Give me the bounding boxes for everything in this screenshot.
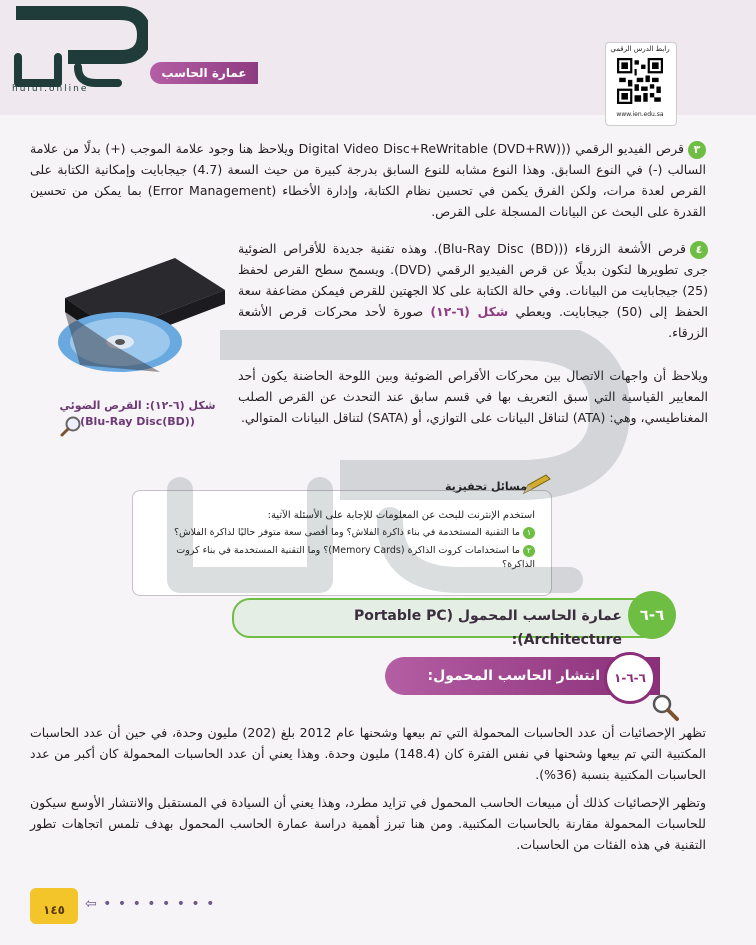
- body-paragraph: وتظهر الإحصائيات كذلك أن مبيعات الحاسب المحمول في تزايد مطرد، وهذا يعني أن السيادة في المستقبل والانتشار الأوسع سيكون للحاسبات المحمولة مقارنة بالحاسبات المكتبية. ومن هنا تبرز أهمية دراسة عمارة الحاسب المحمول بهدف تلمس اتجاهات تطور التقنية في هذه الفئات من الحاسبات.: [30, 795, 706, 852]
- item-4-text-b: صورة لأحد محركات قرص الأشعة الزرقاء.: [238, 304, 708, 340]
- question-text: ما التقنية المستخدمة في بناء ذاكرة الفلاش؟ وما أقصى سعة متوفر حاليًا لذاكرة الفلاش؟: [173, 527, 520, 538]
- question-text: ما استخدامات كروت الذاكرة (Memory Cards)؟ وما التقنية المستخدمة في بناء كروت الذاكرة؟: [176, 545, 535, 570]
- item-3-paragraph: [30, 138, 706, 222]
- figure-caption-subtitle: (Blu-Ray Disc(BD)): [80, 415, 195, 428]
- item-3-text: قرص الفيديو الرقمي ((Digital Video Disc+ReWritable (DVD+RW) ويلاحظ هنا وجود علامة الموجب (+) بدلًا من علامة السالب (-) في النوع السابق. وهذا النوع مشابه للنوع السابق بدرجة كبيرة من حيث السعة (4.7) جيجابايت وإمكانية الكتابة على القرص لعدة مرات، ولكن الفرق يكمن في تحسين نظام الكتابة، وإدارة الأخطاء (Error Management) بما يمكن من تحسين القدرة على البحث عن البيانات المسجلة على القرص.: [30, 141, 707, 219]
- watermark-logo: [140, 330, 660, 640]
- figure-caption-title: شكل (٦-١٢): القرص الضوئي: [59, 399, 216, 412]
- item-4-text-a: قرص الأشعة الزرقاء ((Blu-Ray Disc (BD)). وهذه تقنية جديدة للأقراص الضوئية جرى تطويرها لتكون بديلًا عن قرص الفيديو الرقمي (DVD). ويسمح سطح القرص لحفظ (25) جيجابايت من البيانات. وفي حالة الكتابة على كلا الجهتين للقرص فيمكن مضاعفة سعة الحفظ إلى (50) جيجابايت. ويعطي: [238, 241, 709, 319]
- item-4-paragraph: [238, 238, 708, 343]
- subsection-number: ٦-٦-١: [604, 652, 656, 704]
- qr-url: www.ien.edu.sa: [616, 111, 664, 118]
- item-4-number: ٤: [690, 241, 708, 259]
- magnifier-icon[interactable]: [60, 415, 82, 437]
- section-number: ٦-٦: [628, 591, 676, 639]
- magnifier-icon: [650, 692, 680, 722]
- chapter-tab: عمارة الحاسب: [150, 62, 258, 84]
- figure-reference-link[interactable]: شكل (٦-١٢): [430, 304, 509, 319]
- page-number-badge: ١٤٥: [30, 888, 78, 924]
- body-paragraph: تظهر الإحصائيات أن عدد الحاسبات المحمولة التي تم بيعها وشحنها عام 2012 بلغ (202) مليون وحدة، في حين أن عدد الحاسبات المكتبية التي تم بيعها وشحنها في نفس الفترة كان (148.4) مليون وحدة. وهذا يعني أن عدد الحاسبات المحمولة كان أكبر من عدد الحاسبات المكتبية بنسبة (36%).: [30, 725, 707, 782]
- questions-intro: استخدم الإنترنت للبحث عن المعلومات للإجابة على الأسئلة الآتية:: [267, 510, 535, 521]
- question-number: ١: [523, 527, 535, 539]
- question-number: ٢: [523, 545, 535, 557]
- subsection-title: انتشار الحاسب المحمول:: [427, 668, 600, 684]
- item-3-number: ٣: [688, 141, 706, 159]
- interface-text: ويلاحظ أن واجهات الاتصال بين محركات الأقراص الضوئية وبين اللوحة الحاضنة يكون أحد المعايير القياسية التي سبق التعريف بها في قسم سابق عند التحدث عن القرص الصلب المغناطيسي، وهي: (ATA) لتناقل البيانات على التوازي، أو (SATA) لتناقل البيانات المتوالي.: [238, 368, 708, 425]
- section-title: عمارة الحاسب المحمول (Portable PC Architecture):: [353, 608, 622, 648]
- qr-label: رابط الدرس الرقمي: [610, 45, 670, 53]
- questions-title: مسائل تحفيزية: [445, 480, 528, 493]
- logo-url: hulul.online: [12, 84, 89, 94]
- page-arrow-icon: ⇦ • • • • • • • •: [85, 896, 216, 912]
- qr-code-icon[interactable]: [617, 58, 663, 104]
